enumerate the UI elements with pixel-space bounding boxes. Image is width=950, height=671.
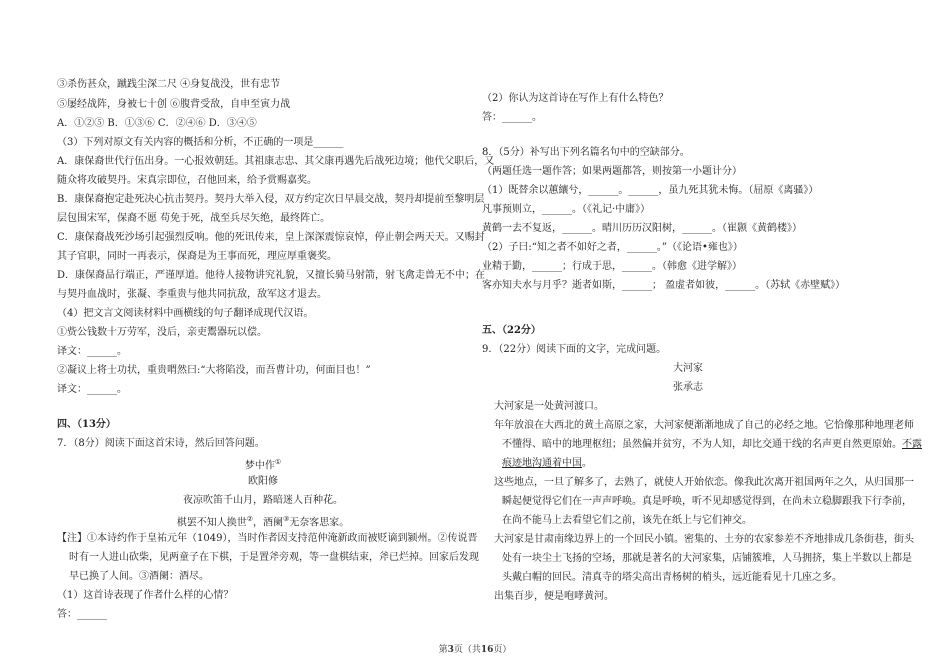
article-paragraph: 年年放浪在大西北的黄土高原之家，大河家便渐渐地成了自己的必经之地。它恰像那种地理老师 xyxy=(494,420,914,431)
option-a: A．康保裔世代行伍出身。一心报效朝廷。其祖康志忠、其父康再遇先后战死边境；他代父职后，又 xyxy=(57,156,495,167)
article-paragraph-cont: 处有一块尘土飞扬的空场，那就是著名的大河家集，店铺簇堆，人马拥挤，集上半数以上都是 xyxy=(502,553,912,564)
article-paragraph-cont: 在尚不能马上去看望它们之前，该先在纸上与它们神交。 xyxy=(502,515,752,526)
poem-line-2: 棋罢不知人换世②，酒阑③无奈客思家。 xyxy=(176,515,350,529)
answer-choices: A．①②⑤ B．①③⑥ C．②④⑥ D．③④⑤ xyxy=(57,118,257,129)
page-footer: 第3页（共16页） xyxy=(438,645,512,655)
question-7: 7．（8分）阅读下面这首宋诗，然后回答问题。 xyxy=(57,438,265,449)
article-author: 张承志 xyxy=(673,382,703,393)
article-paragraph-cont: 头戴白帽的回民。清真寺的塔尖高出青杨树的梢头，远近能看见十几座之多。 xyxy=(502,572,842,583)
option-line: ③杀伤甚众，蹴践尘深二尺 ④身复战没，世有忠节 xyxy=(57,79,281,90)
fill-blank-line: 业精于勤，______；行成于思，______。（韩愈《进学解》） xyxy=(482,261,742,272)
article-paragraph: 这些地点，一旦了解多了，去熟了，就使人开始依恋。像我此次离开祖国两年之久，从归国那一 xyxy=(494,477,914,488)
fill-blank-line: 黄鹤一去不复返，______。晴川历历汉阳树，______。（崔颢《黄鹤楼》） xyxy=(482,223,802,234)
option-d-cont: 与契丹血战时，张凝、李重贵与他共同抗敌，敌军这才退去。 xyxy=(57,289,327,300)
sentence-1: ①赀公钱数十万劳军，没后，亲吏鬻器玩以偿。 xyxy=(57,327,267,338)
article-title: 大河家 xyxy=(673,363,703,374)
poem-title: 梦中作① xyxy=(244,458,282,472)
question-8-instruction: （两题任选一题作答；如果两题都答，则按第一小题计分） xyxy=(482,166,742,177)
poem-note-cont: 时有一人进山砍柴，见两童子在下棋，于是置斧旁观，等一盘棋结束，斧已烂掉。回家后发现 xyxy=(69,552,479,563)
article-paragraph-cont: 不懂得、暗中的地理枢纽；虽然偏并贫穷，不为人知，却比交通干线的名声更自然更原始。不露 xyxy=(502,439,922,450)
question-7-2: （2）你认为这首诗在写作上有什么特色？ xyxy=(482,93,669,104)
option-c: C．康保裔战死沙场引起强烈反响。他的死讯传来，皇上深深震惊哀悼，停止朝会两天天。又赐封 xyxy=(57,232,485,243)
poem-author: 欧阳修 xyxy=(248,476,278,487)
answer-blank: 答：______ xyxy=(57,609,107,620)
fill-blank-line: 客亦知夫水与月乎？逝者如斯，______； 盈虚者如彼，______。（苏轼《赤壁赋》） xyxy=(482,280,846,291)
option-a-cont: 随众将攻破契丹。宋真宗即位，召他回来，给予赏赐嘉奖。 xyxy=(57,175,317,186)
question-7-1: （1）这首诗表现了作者什么样的心情？ xyxy=(57,590,234,601)
sentence-2: ②凝议上将士功状，重贵喟然曰:“大将陷没，而吾曹计功，何面目也！” xyxy=(57,365,371,376)
poem-line-1: 夜凉吹笛千山月，路暗迷人百种花。 xyxy=(183,495,343,506)
option-d: D．康保裔品行端正，严谨厚道。他待人接物讲究礼貌，又擅长骑马射箭，射飞禽走兽无不中；在 xyxy=(57,270,486,281)
question-9: 9．（22分）阅读下面的文字，完成问题。 xyxy=(482,344,667,355)
page-number: 3 xyxy=(447,645,454,655)
question-4: （4）把文言文阅读材料中画横线的句子翻译成现代汉语。 xyxy=(57,308,314,319)
option-c-cont: 其子官职，同时一再表示，保裔是为王事而死，理应厚重褒奖。 xyxy=(57,251,337,262)
article-paragraph-cont: 瞬起便觉得它们在一声声呼唤。真是呼唤，听不见却感觉得到，在尚未立稳脚跟我下行李前， xyxy=(502,496,912,507)
article-paragraph: 大河家是一处黄河渡口。 xyxy=(494,401,604,412)
article-paragraph: 大河家是甘肃南缘边界上的一个回民小镇。密集的、土夯的农家参差不齐地排成几条街巷，街头 xyxy=(494,534,914,545)
section-heading-4: 四、（13分） xyxy=(57,419,116,430)
section-heading-5: 五、（22分） xyxy=(482,325,541,336)
poem-note-cont: 早已换了人间。③酒阑：酒尽。 xyxy=(69,571,209,582)
fill-blank-line: 凡事预则立，______。（《礼记·中庸》） xyxy=(482,204,651,215)
underlined-sentence: 不露 xyxy=(902,439,922,450)
page-total: 16 xyxy=(480,645,494,655)
question-8: 8．（5分）补写出下列名篇名句中的空缺部分。 xyxy=(482,147,690,158)
article-paragraph-cont: 痕迹地沟通着中国。 xyxy=(502,458,592,469)
fill-blank-line: （1）既替余以蕙纕兮，______。______，虽九死其犹未悔。（屈原《离骚》） xyxy=(482,185,819,196)
answer-blank: 答：______。 xyxy=(482,112,542,123)
option-line: ⑤屡经战阵，身被七十创 ⑥腹背受敌，自申至寅力战 xyxy=(57,99,291,110)
underlined-sentence: 痕迹地沟通着中国 xyxy=(502,458,582,469)
option-b-cont: 层包围宋军，保裔不愿 苟免于死，战至兵尽矢绝，最终阵亡。 xyxy=(57,213,331,224)
fill-blank-line: （2）子曰:“知之者不如好之者，______。”（《论语•雍也》） xyxy=(482,242,743,253)
poem-note: 【注】①本诗约作于皇祐元年（1049），当时作者因支持范仲淹新政而被贬谪到颍州。②传说晋 xyxy=(57,533,478,544)
translation-blank-2: 译文：______。 xyxy=(57,384,127,395)
article-paragraph: 出集百步，便是咆哮黄河。 xyxy=(494,591,614,602)
translation-blank-1: 译文：______。 xyxy=(57,346,127,357)
question-3: （3）下列对原文有关内容的概括和分析，不正确的一项是______ xyxy=(57,137,344,148)
option-b: B．康保裔抱定赴死决心抗击契丹。契丹大举入侵，双方约定次日早晨交战，契丹却提前至黎明层 xyxy=(57,194,485,205)
